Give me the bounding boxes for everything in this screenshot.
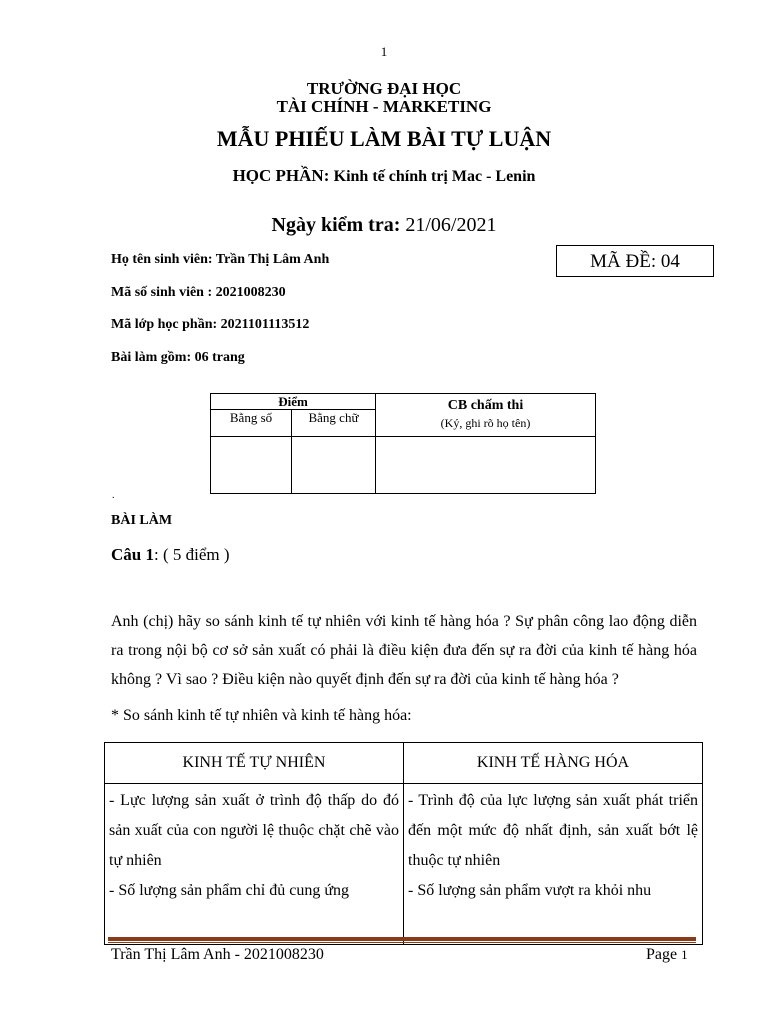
exam-date-label: Ngày kiểm tra: — [271, 214, 401, 236]
section-title: BÀI LÀM — [111, 513, 173, 528]
comparison-table — [104, 742, 703, 945]
exam-date-value: 21/06/2021 — [405, 214, 497, 236]
student-id-line — [111, 285, 286, 301]
comparison-header-natural: KINH TẾ TỰ NHIÊN — [105, 743, 404, 784]
class-code-line — [111, 317, 309, 333]
question-text: Anh (chị) hãy so sánh kinh tế tự nhiên với kinh tế hàng hóa ? Sự phân công lao động diễn ra trong nội bộ cơ sở sản xuất có phải là điều kiện đưa đến sự ra đời của kinh tế hàng hóa không ? Vì sao ? Điều kiện nào quyết định đến sự ra đời của kinh tế hàng hóa ? — [111, 613, 697, 688]
score-table — [210, 393, 596, 494]
stray-mark: . — [112, 490, 115, 501]
page-count-label: Bài làm gồm: — [111, 350, 192, 365]
comparison-cell-natural — [105, 784, 404, 945]
score-by-words-field[interactable] — [292, 437, 376, 494]
score-header: Điểm — [211, 394, 376, 410]
university-name-line2: TÀI CHÍNH - MARKETING — [276, 97, 492, 116]
exam-date-line — [0, 214, 768, 237]
student-id: 2021008230 — [215, 285, 286, 300]
score-by-words-header: Bằng chữ — [292, 410, 376, 437]
footer-author: Trần Thị Lâm Anh - 2021008230 — [111, 946, 324, 963]
footer-page-label: Page — [646, 946, 678, 963]
student-name: Trần Thị Lâm Anh — [215, 252, 330, 267]
page-count-line — [111, 350, 245, 366]
class-code-label: Mã lớp học phần: — [111, 317, 218, 332]
course-name: Kinh tế chính trị Mac - Lenin — [333, 168, 536, 185]
university-name-line1: TRƯỜNG ĐẠI HỌC — [306, 79, 462, 98]
comparison-cell-commodity — [404, 784, 703, 945]
footer-rule-thick — [108, 937, 696, 941]
question-label: Câu 1 — [111, 545, 154, 564]
score-by-number-field[interactable] — [211, 437, 292, 494]
course-line — [0, 166, 768, 186]
student-name-label: Họ tên sinh viên: — [111, 252, 213, 267]
footer-page-number: 1 — [681, 947, 688, 962]
question-points: : ( 5 điểm ) — [153, 545, 230, 564]
class-code: 2021101113512 — [220, 317, 310, 332]
page-number-top: 1 — [380, 44, 388, 59]
page-count: 06 trang — [194, 350, 245, 365]
grader-title: CB chấm thi — [447, 398, 524, 413]
course-label: HỌC PHẦN: — [232, 166, 330, 185]
comparison-row-1-natural: - Lực lượng sản xuất ở trình độ thấp do đó sản xuất của con người lệ thuộc chặt chẽ vào tự nhiên — [109, 792, 399, 869]
comparison-row-2-commodity: - Số lượng sản phẩm vượt ra khỏi nhu — [408, 882, 652, 899]
score-by-number-header: Bằng số — [211, 410, 292, 437]
form-title: MẪU PHIẾU LÀM BÀI TỰ LUẬN — [216, 126, 552, 151]
comparison-header-commodity: KINH TẾ HÀNG HÓA — [404, 743, 703, 784]
footer-rule-thin — [108, 942, 696, 943]
student-name-line — [111, 252, 329, 268]
question-heading — [111, 545, 230, 565]
comparison-row-1-commodity: - Trình độ của lực lượng sản xuất phát triển đến một mức độ nhất định, sản xuất bớt lệ thuộc tự nhiên — [408, 792, 698, 869]
grader-cell — [376, 394, 596, 437]
grader-signature-field[interactable] — [376, 437, 596, 494]
exam-code-box: MÃ ĐỀ: 04 — [556, 245, 714, 277]
student-id-label: Mã số sinh viên : — [111, 285, 213, 300]
grader-note: (Ký, ghi rõ họ tên) — [440, 416, 531, 430]
footer-page — [646, 946, 688, 964]
comparison-row-2-natural: - Số lượng sản phẩm chỉ đủ cung ứng — [109, 882, 349, 899]
comparison-title: * So sánh kinh tế tự nhiên và kinh tế hàng hóa: — [111, 707, 412, 724]
